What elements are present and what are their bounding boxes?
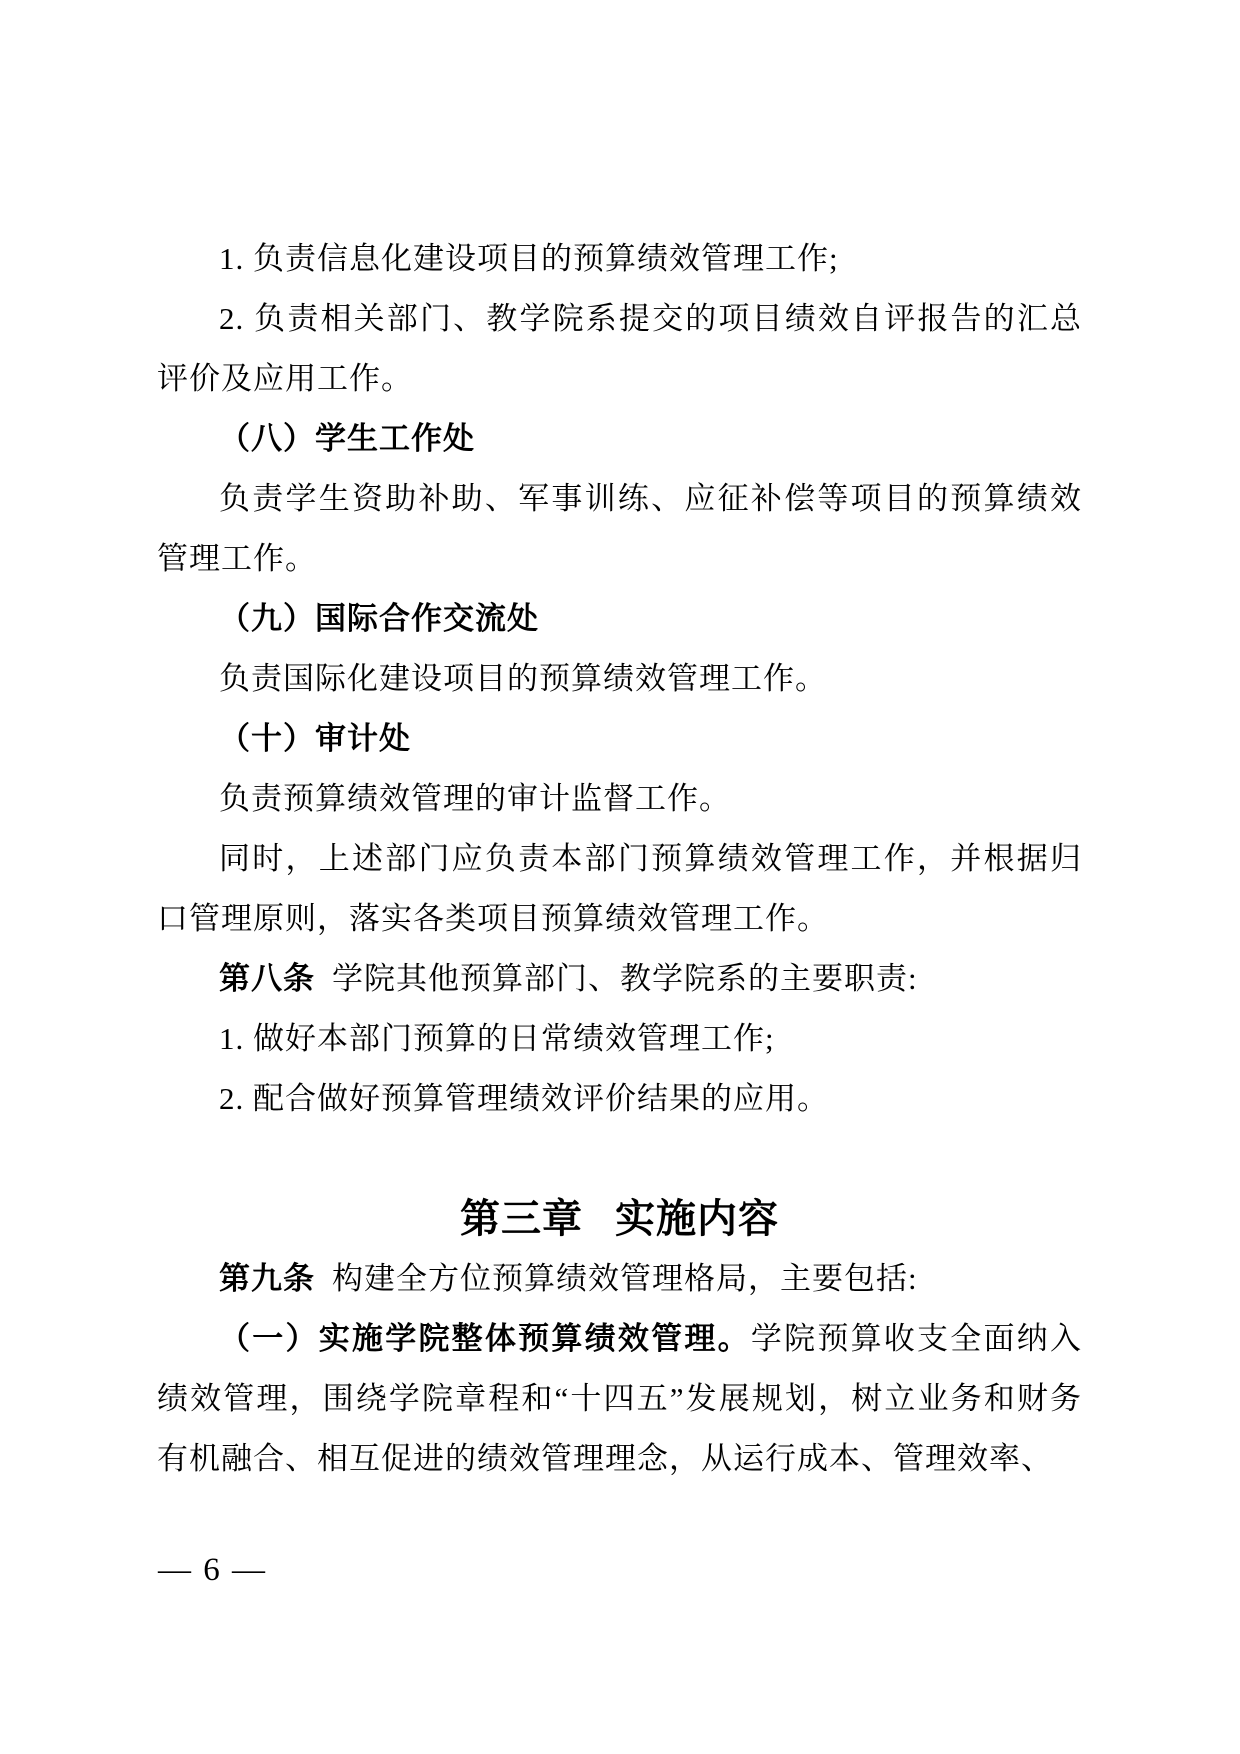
paragraph-overall-budget-text: 学院预算收支全面纳入绩效管理，围绕学院章程和“十四五”发展规划，树立业务和财务有机融合、相互促进的绩效管理理念，从运行成本、管理效率、 xyxy=(157,1321,1083,1476)
paragraph-item-2: 2. 负责相关部门、教学院系提交的项目绩效自评报告的汇总评价及应用工作。 xyxy=(157,301,1082,396)
page-number: — 6 — xyxy=(158,1552,267,1588)
paragraph-international: 负责国际化建设项目的预算绩效管理工作。 xyxy=(219,661,827,696)
numbered-item-duty-2: 2. 配合做好预算管理绩效评价结果的应用。 xyxy=(219,1081,829,1116)
paragraph-student-affairs: 负责学生资助补助、军事训练、应征补偿等项目的预算绩效管理工作。 xyxy=(157,481,1082,576)
article-8-label: 第八条 xyxy=(219,961,315,996)
section-heading-10: （十）审计处 xyxy=(219,721,411,756)
chapter-number: 第三章 xyxy=(460,1197,583,1241)
article-9-text: 构建全方位预算绩效管理格局，主要包括: xyxy=(332,1261,918,1296)
numbered-item-1: 1. 负责信息化建设项目的预算绩效管理工作; xyxy=(219,241,839,276)
article-9-label: 第九条 xyxy=(219,1261,315,1296)
section-heading-8: （八）学生工作处 xyxy=(219,421,475,456)
paragraph-overall-budget-lead: （一）实施学院整体预算绩效管理。 xyxy=(219,1321,751,1356)
article-9 xyxy=(157,1249,1082,1309)
article-8-text: 学院其他预算部门、教学院系的主要职责: xyxy=(332,961,918,996)
chapter-title: 实施内容 xyxy=(615,1197,779,1241)
numbered-item-duty-1: 1. 做好本部门预算的日常绩效管理工作; xyxy=(219,1021,775,1056)
paragraph-meanwhile: 同时，上述部门应负责本部门预算绩效管理工作，并根据归口管理原则，落实各类项目预算绩效管理工作。 xyxy=(157,841,1082,936)
paragraph-overall-budget xyxy=(157,1309,1082,1489)
article-8 xyxy=(157,949,1082,1009)
chapter-heading xyxy=(157,1189,1082,1249)
document-body xyxy=(157,229,1082,1489)
paragraph-audit: 负责预算绩效管理的审计监督工作。 xyxy=(219,781,731,816)
section-heading-9: （九）国际合作交流处 xyxy=(219,601,539,636)
